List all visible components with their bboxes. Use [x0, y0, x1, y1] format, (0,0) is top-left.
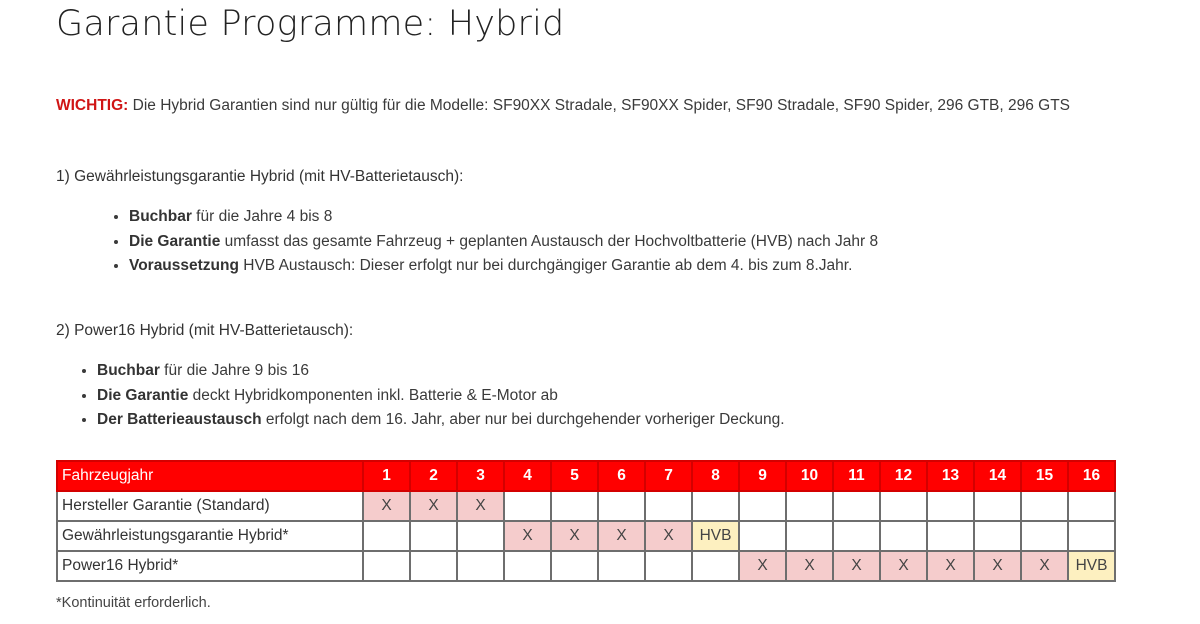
table-cell: X — [551, 521, 598, 551]
footnote: *Kontinuität erforderlich. — [56, 595, 211, 611]
list-item-text: deckt Hybridkomponenten inkl. Batterie & E-Motor ab — [188, 386, 558, 404]
table-row — [57, 491, 1115, 521]
table-cell: X — [974, 551, 1021, 581]
list-item-bold: Buchbar — [129, 208, 192, 225]
year-header: 7 — [645, 461, 692, 491]
table-cell — [833, 491, 880, 521]
table-cell — [645, 491, 692, 521]
table-cell — [739, 521, 786, 551]
table-cell: X — [927, 551, 974, 581]
list-item — [129, 205, 878, 230]
table-cell — [457, 521, 504, 551]
table-cell — [645, 551, 692, 581]
year-header: 6 — [598, 461, 645, 491]
table-cell: X — [739, 551, 786, 581]
table-cell: X — [880, 551, 927, 581]
table-cell — [927, 491, 974, 521]
warranty-table — [56, 460, 1116, 582]
table-cell — [457, 551, 504, 581]
list-item-text: für die Jahre 4 bis 8 — [191, 208, 333, 225]
table-cell — [598, 491, 645, 521]
list-item — [129, 230, 878, 255]
list-item — [97, 408, 785, 433]
table-cell: X — [363, 491, 410, 521]
year-header: 5 — [551, 461, 598, 491]
list-item — [129, 254, 878, 279]
table-cell — [1068, 521, 1115, 551]
year-header: 3 — [457, 461, 504, 491]
list-item-bold: Der Batterieaustausch — [97, 411, 262, 428]
table-row — [57, 551, 1115, 581]
list-item-bold: Die Garantie — [129, 232, 221, 250]
year-header: 8 — [692, 461, 739, 491]
table-cell: X — [457, 491, 504, 521]
table-cell — [363, 551, 410, 581]
year-header: 12 — [880, 461, 927, 491]
table-cell: X — [504, 521, 551, 551]
list-item-bold: Buchbar — [97, 362, 160, 379]
table-cell: X — [410, 491, 457, 521]
table-cell — [786, 491, 833, 521]
list-item-bold: Die Garantie — [97, 386, 189, 404]
page-title: Garantie Programme: Hybrid — [56, 4, 565, 44]
table-cell — [833, 521, 880, 551]
table-cell — [551, 551, 598, 581]
table-header-row — [57, 461, 1115, 491]
list-item-text: HVB Austausch: Dieser erfolgt nur bei durchgängiger Garantie ab dem 4. bis zum 8.Jahr. — [238, 257, 853, 274]
section2-list — [77, 359, 785, 433]
table-cell — [1021, 491, 1068, 521]
year-header: 4 — [504, 461, 551, 491]
list-item-text: erfolgt nach dem 16. Jahr, aber nur bei durchgehender vorheriger Deckung. — [261, 411, 785, 428]
year-header: 15 — [1021, 461, 1068, 491]
table-cell — [1021, 521, 1068, 551]
notice-label: WICHTIG: — [56, 97, 129, 114]
year-header: 10 — [786, 461, 833, 491]
row-label: Hersteller Garantie (Standard) — [57, 491, 363, 521]
header-label: Fahrzeugjahr — [57, 461, 363, 491]
list-item-bold: Voraussetzung — [129, 257, 239, 274]
table-cell: X — [1021, 551, 1068, 581]
table-cell — [974, 521, 1021, 551]
year-header: 16 — [1068, 461, 1115, 491]
table-cell — [880, 491, 927, 521]
year-header: 11 — [833, 461, 880, 491]
table-cell: X — [645, 521, 692, 551]
table-cell — [739, 491, 786, 521]
year-header: 9 — [739, 461, 786, 491]
table-cell: X — [786, 551, 833, 581]
section1-list — [109, 205, 878, 279]
table-cell — [410, 521, 457, 551]
table-cell — [692, 551, 739, 581]
table-cell — [1068, 491, 1115, 521]
row-label: Gewährleistungsgarantie Hybrid* — [57, 521, 363, 551]
table-cell — [974, 491, 1021, 521]
table-cell — [786, 521, 833, 551]
year-header: 2 — [410, 461, 457, 491]
model-notice — [56, 97, 1070, 115]
list-item — [97, 384, 785, 409]
section2-title: 2) Power16 Hybrid (mit HV-Batterietausch): — [56, 322, 354, 339]
section1-title: 1) Gewährleistungsgarantie Hybrid (mit HV-Batterietausch): — [56, 168, 464, 185]
list-item — [97, 359, 785, 384]
table-cell — [692, 491, 739, 521]
table-cell: HVB — [1068, 551, 1115, 581]
year-header: 13 — [927, 461, 974, 491]
notice-text: Die Hybrid Garantien sind nur gültig für die Modelle: SF90XX Stradale, SF90XX Spider, SF90 Stradale, SF90 Spider, 296 GTB, 296 GTS — [128, 97, 1071, 114]
table-cell — [410, 551, 457, 581]
row-label: Power16 Hybrid* — [57, 551, 363, 581]
table-cell: X — [833, 551, 880, 581]
table-row — [57, 521, 1115, 551]
table-cell — [363, 521, 410, 551]
table-cell — [880, 521, 927, 551]
list-item-text: für die Jahre 9 bis 16 — [159, 362, 309, 379]
table-cell — [551, 491, 598, 521]
table-cell — [504, 551, 551, 581]
table-cell — [504, 491, 551, 521]
table-cell: X — [598, 521, 645, 551]
table-cell: HVB — [692, 521, 739, 551]
table-cell — [927, 521, 974, 551]
list-item-text: umfasst das gesamte Fahrzeug + geplanten Austausch der Hochvoltbatterie (HVB) nach Jahr 8 — [220, 232, 879, 250]
year-header: 1 — [363, 461, 410, 491]
table-cell — [598, 551, 645, 581]
year-header: 14 — [974, 461, 1021, 491]
